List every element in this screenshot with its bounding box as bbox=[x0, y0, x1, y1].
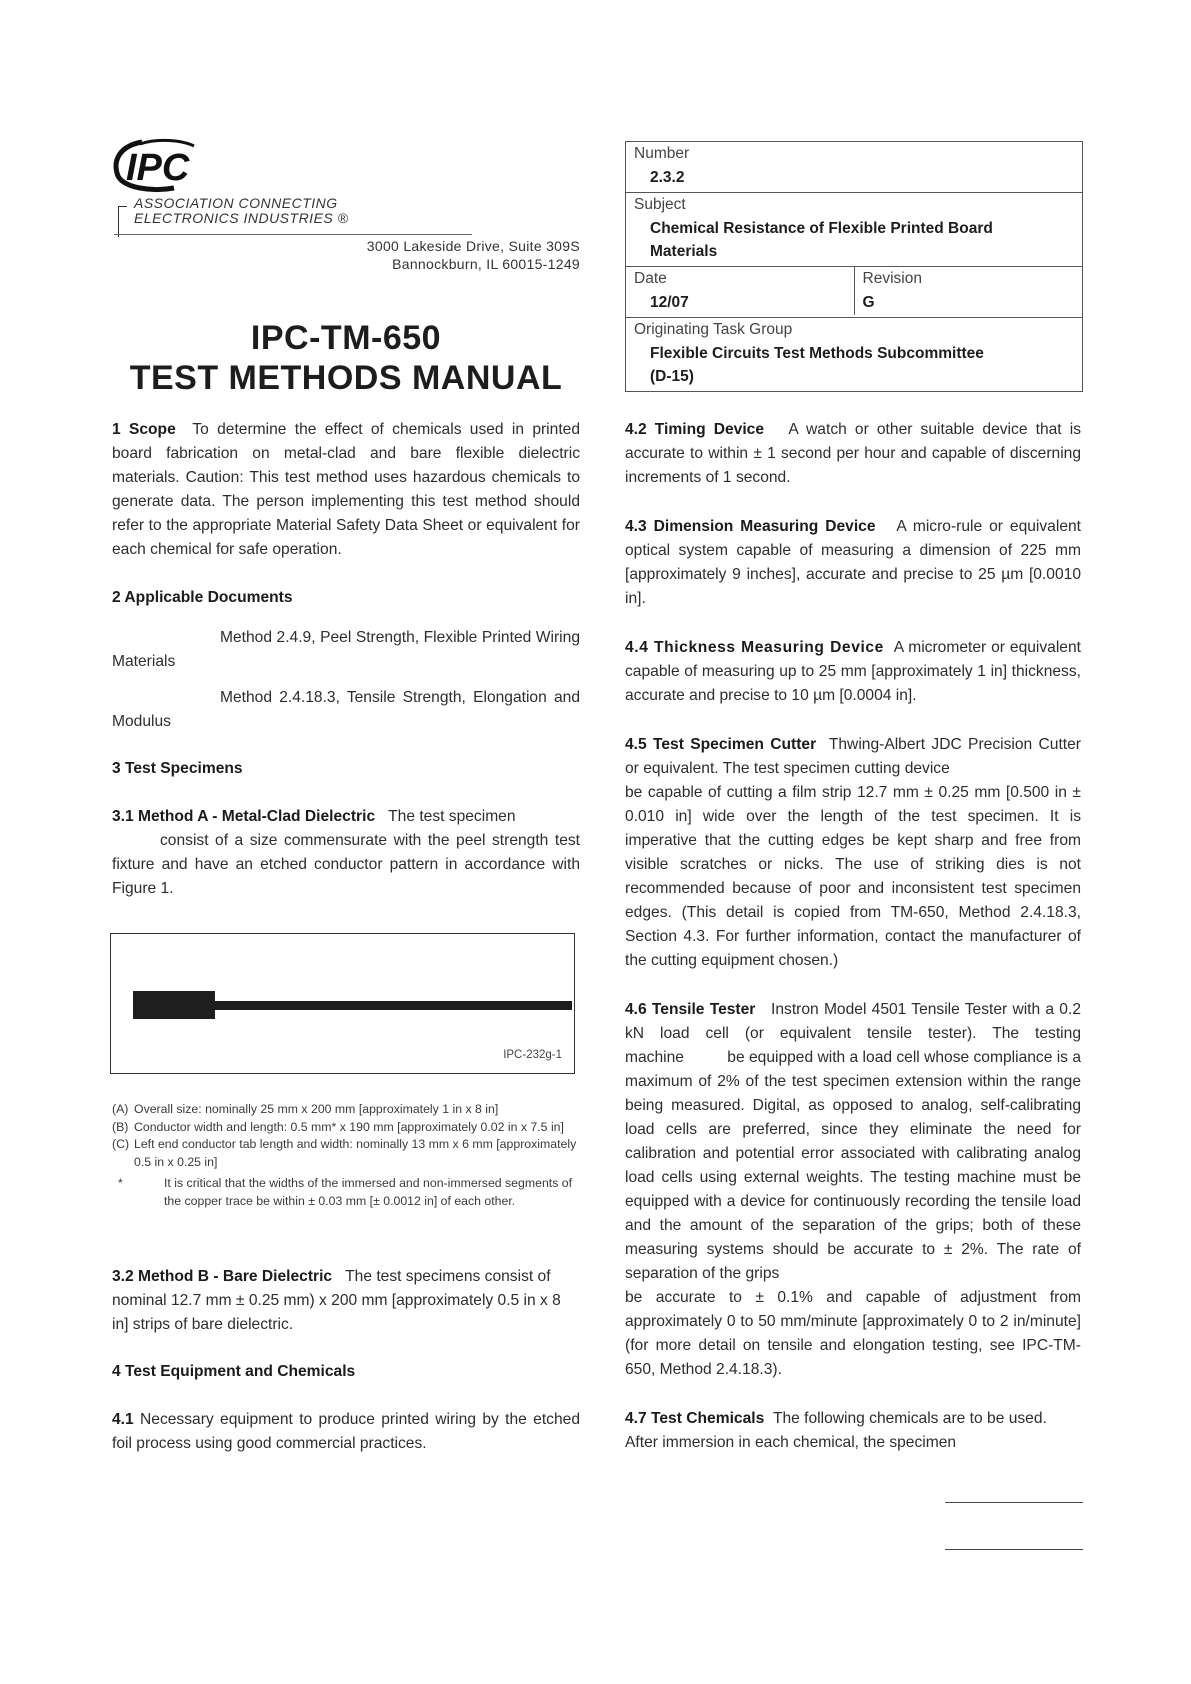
manual-title-line2: TEST METHODS MANUAL bbox=[129, 359, 563, 397]
section-1-text: To determine the effect of chemicals used in printed board fabrication on metal-clad and bare flexible dielectric materials. Caution: This test method uses hazardous chemicals to generate data. The person implementing this test method should refer to the appropriate Material Safety Data Sheet or equivalent for each chemical for safe operation. bbox=[112, 421, 580, 558]
applicable-doc-1-text: Method 2.4.9, Peel Strength, Flexible Printed Wiring Materials bbox=[112, 629, 580, 670]
section-1-heading: 1 Scope bbox=[112, 421, 176, 438]
note-key: * bbox=[118, 1176, 123, 1190]
note-text: It is critical that the widths of the immersed and non-immersed segments of the copper trace be within ± 0.03 mm [± 0.0012 in] of each other. bbox=[164, 1176, 573, 1208]
section-4-2-heading: 4.2 Timing Device bbox=[625, 421, 765, 438]
section-4-1-heading: 4.1 bbox=[112, 1411, 134, 1428]
logo-bracket bbox=[118, 206, 127, 237]
logo-rule bbox=[114, 234, 472, 235]
section-4-1-text: Necessary equipment to produce printed wiring by the etched foil process using good commercial practices. bbox=[112, 1411, 580, 1452]
section-4-6-text-b: be equipped with a load cell whose compliance is a maximum of 2% of the test specimen extension within the range being measured. Digital, as opposed to analog, self-calibrating load cells are preferred, since they eliminate the need for calibration and potential error associated with calibrating analog load cells using external weights. The testing machine must be equipped with a device for continuously recording the tensile load and the amount of the separation of the grips; both of these measuring systems should be accurate to ± 2%. The rate of separation of the grips bbox=[625, 1049, 1081, 1282]
address bbox=[250, 237, 580, 273]
info-subject-label: Subject bbox=[634, 196, 686, 213]
info-group-value-1: Flexible Circuits Test Methods Subcommittee bbox=[650, 345, 984, 362]
info-group-value-2: (D-15) bbox=[650, 368, 694, 385]
figure-note-c bbox=[112, 1136, 582, 1171]
info-number-label: Number bbox=[634, 145, 690, 162]
section-4-3-heading: 4.3 Dimension Measuring Device bbox=[625, 518, 876, 535]
section-3-1-text-a: The test specimen bbox=[388, 808, 516, 825]
manual-title bbox=[112, 318, 580, 398]
blank-line-2 bbox=[945, 1549, 1083, 1550]
section-4-3-text: A micro-rule or equivalent optical system capable of measuring a dimension of 225 mm [approximately 9 inches], accurate and precise to 25 µm [0.0010 in]. bbox=[625, 518, 1081, 607]
section-2-heading bbox=[112, 586, 580, 610]
section-4-6-text-c: be accurate to ± 0.1% and capable of adjustment from approximately 0 to 50 mm/minute [approximately 0 to 2 in/minute] (for more detail on tensile and elongation testing, see IPC-TM-650, Method 2.4.18.3). bbox=[625, 1289, 1081, 1378]
info-date-value: 12/07 bbox=[650, 294, 689, 311]
figure-id: IPC-232g-1 bbox=[503, 1049, 562, 1061]
applicable-doc-2-text: Method 2.4.18.3, Tensile Strength, Elongation and Modulus bbox=[112, 689, 580, 730]
section-4-2 bbox=[625, 418, 1081, 490]
info-group-label: Originating Task Group bbox=[634, 321, 793, 338]
info-subject-value-1: Chemical Resistance of Flexible Printed Board bbox=[650, 220, 993, 237]
section-4-3 bbox=[625, 515, 1081, 611]
section-4-7-text: The following chemicals are to be used. After immersion in each chemical, the specimen bbox=[625, 1410, 1047, 1451]
logo-tagline-line1: ASSOCIATION CONNECTING bbox=[134, 195, 338, 211]
section-4-6-text-a: Instron Model 4501 Tensile Tester with a 0.2 kN load cell (or equivalent tensile tester). The testing machine bbox=[625, 1001, 1081, 1066]
conductor-tab bbox=[133, 991, 215, 1019]
section-4-4-text: A micrometer or equivalent capable of measuring up to 25 mm [approximately 1 in] thickness, accurate and precise to 10 µm [0.0004 in]. bbox=[625, 639, 1081, 704]
info-revision-cell bbox=[855, 267, 1083, 315]
figure-note-b bbox=[112, 1119, 582, 1137]
info-date-cell bbox=[626, 267, 855, 315]
document-info-box bbox=[625, 141, 1083, 392]
section-4-7-heading: 4.7 Test Chemicals bbox=[625, 1410, 765, 1427]
info-date-revision-row bbox=[626, 267, 1082, 318]
section-3-heading bbox=[112, 757, 580, 781]
note-key: (B) bbox=[112, 1119, 129, 1134]
section-3-1 bbox=[112, 805, 580, 901]
section-4-4 bbox=[625, 636, 1081, 708]
section-4-4-heading: 4.4 Thickness Measuring Device bbox=[625, 639, 884, 656]
ipc-logo bbox=[112, 138, 362, 248]
info-revision-value: G bbox=[862, 294, 875, 311]
note-text: Conductor width and length: 0.5 mm* x 190 mm [approximately 0.02 in x 7.5 in] bbox=[134, 1119, 564, 1134]
section-4-7 bbox=[625, 1407, 1081, 1455]
manual-title-line1: IPC-TM-650 bbox=[250, 319, 442, 357]
svg-text:IPC: IPC bbox=[126, 147, 190, 189]
section-4-6 bbox=[625, 998, 1081, 1382]
section-4-1 bbox=[112, 1408, 580, 1456]
section-4-heading bbox=[112, 1360, 580, 1384]
note-key: (A) bbox=[112, 1102, 129, 1116]
section-3-heading-text: 3 Test Specimens bbox=[112, 760, 243, 777]
section-2-heading-text: 2 Applicable Documents bbox=[112, 589, 293, 606]
note-key: (C) bbox=[112, 1137, 130, 1151]
applicable-doc-2 bbox=[112, 686, 580, 734]
applicable-doc-1 bbox=[112, 626, 580, 674]
section-4-5-heading: 4.5 Test Specimen Cutter bbox=[625, 736, 817, 753]
info-date-label: Date bbox=[634, 270, 667, 287]
section-3-2 bbox=[112, 1265, 580, 1337]
conductor-trace bbox=[215, 1001, 572, 1010]
logo-tagline bbox=[134, 196, 348, 226]
info-number-row bbox=[626, 142, 1082, 193]
note-text: Overall size: nominally 25 mm x 200 mm [approximately 1 in x 8 in] bbox=[134, 1102, 499, 1116]
section-4-5 bbox=[625, 733, 1081, 973]
logo-tagline-line2: ELECTRONICS INDUSTRIES ® bbox=[134, 210, 349, 226]
figure-1 bbox=[110, 933, 575, 1074]
section-4-5-text-a: Thwing-Albert JDC Precision Cutter or equivalent. The test specimen cutting device bbox=[625, 736, 1081, 777]
figure-notes bbox=[112, 1101, 582, 1210]
address-line2: Bannockburn, IL 60015-1249 bbox=[392, 256, 580, 272]
info-subject-row bbox=[626, 193, 1082, 267]
section-4-heading-text: 4 Test Equipment and Chemicals bbox=[112, 1363, 356, 1380]
info-revision-label: Revision bbox=[862, 270, 922, 287]
section-1-scope bbox=[112, 418, 580, 562]
ipc-logo-mark bbox=[112, 138, 212, 193]
info-number-value: 2.3.2 bbox=[650, 169, 685, 186]
note-text: Left end conductor tab length and width: nominally 13 mm x 6 mm [approximately 0.5 in x 0.25 in] bbox=[134, 1137, 577, 1169]
figure-note-a bbox=[112, 1101, 582, 1119]
figure-note-star bbox=[112, 1175, 582, 1210]
address-line1: 3000 Lakeside Drive, Suite 309S bbox=[366, 238, 580, 254]
info-subject-value-2: Materials bbox=[650, 243, 718, 260]
section-4-5-text-b: be capable of cutting a film strip 12.7 mm ± 0.25 mm [0.500 in ± 0.010 in] wide over the length of the test specimen. It is imperative that the cutting edges be kept sharp and free from visible scratches or nicks. The use of striking dies is not recommended because of poor and inconsistent test specimen edges. (This detail is copied from TM-650, Method 2.4.18.3, Section 4.3. For further information, contact the manufacturer of the cutting equipment chosen.) bbox=[625, 784, 1081, 969]
section-3-1-heading: 3.1 Method A - Metal-Clad Dielectric bbox=[112, 808, 376, 825]
info-group-row bbox=[626, 318, 1082, 391]
section-3-2-heading: 3.2 Method B - Bare Dielectric bbox=[112, 1268, 333, 1285]
section-4-6-heading: 4.6 Tensile Tester bbox=[625, 1001, 756, 1018]
blank-line-1 bbox=[945, 1502, 1083, 1503]
section-4-2-text: A watch or other suitable device that is accurate to within ± 1 second per hour and capable of discerning increments of 1 second. bbox=[625, 421, 1082, 486]
section-3-1-text-b: consist of a size commensurate with the peel strength test fixture and have an etched conductor pattern in accordance with Figure 1. bbox=[112, 832, 580, 897]
section-3-2-text: The test specimens consist of nominal 12.7 mm ± 0.25 mm) x 200 mm [approximately 0.5 in x 8 in] strips of bare dielectric. bbox=[112, 1268, 561, 1333]
